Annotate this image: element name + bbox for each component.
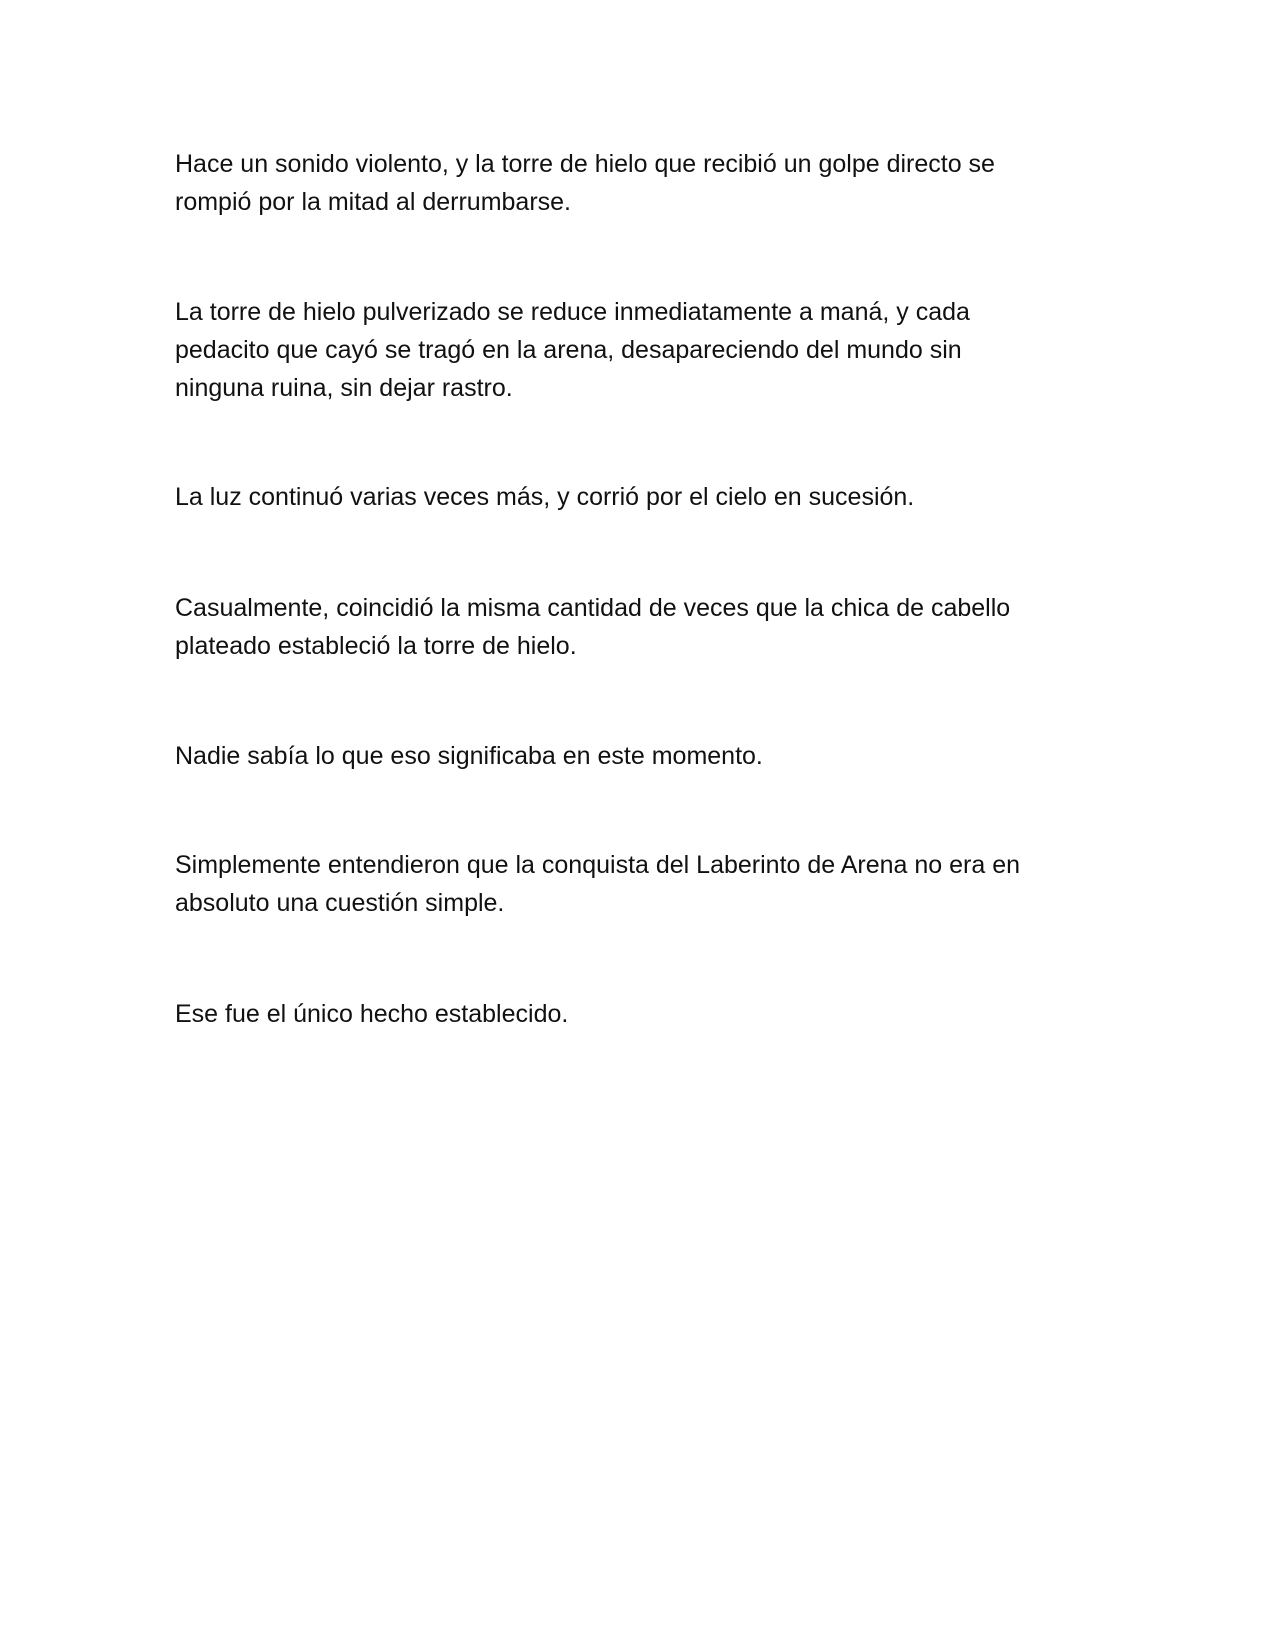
paragraph: Ese fue el único hecho establecido. — [175, 1000, 569, 1028]
paragraph: Casualmente, coincidió la misma cantidad de veces que la chica de cabello plateado estableció la torre de hielo. — [175, 594, 1011, 660]
paragraph: La torre de hielo pulverizado se reduce inmediatamente a maná, y cada pedacito que cayó se tragó en la arena, desapareciendo del mundo sin ninguna ruina, sin dejar rastro. — [175, 298, 970, 402]
paragraph: Hace un sonido violento, y la torre de hielo que recibió un golpe directo se rompió por la mitad al derrumbarse. — [175, 150, 995, 216]
paragraph: Nadie sabía lo que eso significaba en este momento. — [175, 742, 763, 770]
paragraph: Simplemente entendieron que la conquista del Laberinto de Arena no era en absoluto una cuestión simple. — [175, 851, 1021, 917]
paragraph: La luz continuó varias veces más, y corrió por el cielo en sucesión. — [175, 483, 915, 511]
